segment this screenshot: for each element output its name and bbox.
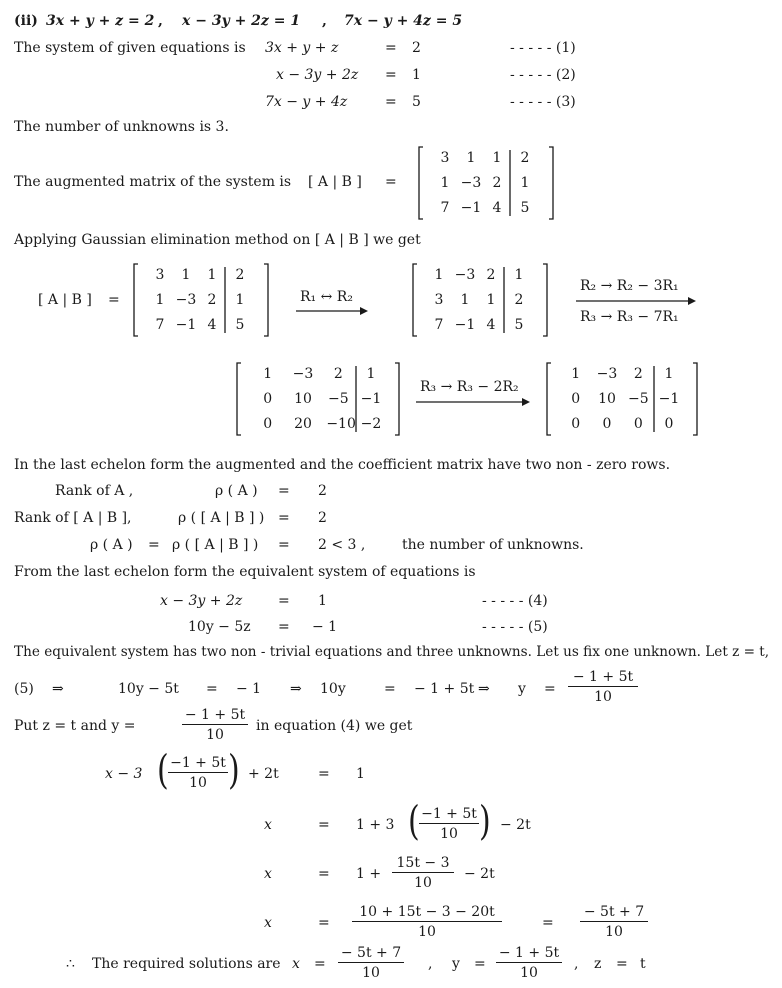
final-comma: , [574,956,579,972]
solve-l2-equals: = [318,817,330,833]
solve-l2-a: 1 + 3 [356,817,395,833]
gauss-text: Applying Gaussian elimination method on [ A | B ] we get [14,232,421,248]
op-swap-label: R₁ ↔ R₂ [300,289,353,305]
gauss-matrix-2 [412,263,548,337]
op-r3b-label: R₃ → R₃ − 2R₂ [420,379,519,395]
matrix-cell: 10 [294,391,312,407]
solve-l3-equals: = [318,866,330,882]
op-r3-label: R₃ → R₃ − 7R₁ [580,309,679,325]
matrix-cell: 0 [633,415,643,432]
matrix-cell: 1 [155,292,165,308]
problem-eq3: 7x − y + 4z = 5 [344,13,463,29]
problem-sep: , [158,13,163,29]
final-equals: = [616,956,628,972]
matrix-cell: 3 [440,150,450,167]
matrix-cell: −3 [175,292,197,308]
matrix-cell: −10 [326,415,356,432]
matrix-cell: 1 [434,267,444,284]
arrow-right-icon [416,397,530,407]
rank-ab-equals: = [278,510,290,526]
augmented-text: The augmented matrix of the system is [14,174,292,190]
matrix-cell: −3 [454,267,476,284]
eq4-rhs: 1 [318,593,327,609]
bracket-right [543,264,547,336]
matrix-cell: 0 [263,415,273,432]
matrix-cell: 1 [514,267,524,284]
matrix-cell: 10 [598,391,616,407]
matrix-cell: 2 [514,292,524,308]
rank-a-value: 2 [318,483,327,499]
final-z: z [594,956,602,972]
matrix-cell: 1 [440,175,450,191]
rank-compare-equals: = [278,537,290,553]
fraction-numerator: −1 + 5t [168,756,228,773]
equiv-text: From the last echelon form the equivalent system of equations is [14,564,476,580]
matrix-cell: −5 [328,391,349,407]
therefore-icon: ∴ [66,956,75,972]
op-r2-label: R₂ → R₂ − 3R₁ [580,278,679,294]
solve-l2-b: − 2t [500,817,531,833]
matrix-cell: 4 [486,316,496,333]
gauss-equals: = [108,292,120,308]
solve-l4-x: x [264,915,272,931]
fraction-denominator: 10 [206,727,224,743]
rank-compare-left: ρ ( A ) [90,537,133,553]
eq3-equals: = [385,94,397,110]
rank-a-equals: = [278,483,290,499]
matrix-cell: 2 [235,267,245,284]
echelon-text: In the last echelon form the augmented and the coefficient matrix have two non - zero rows. [14,457,671,473]
augmented-lhs: [ A | B ] [308,174,362,190]
step5-equals: = [544,681,556,697]
fraction-numerator: − 5t + 7 [580,905,648,922]
rank-compare-tail: the number of unknowns. [402,537,584,553]
solve-l1-a: x − 3 [105,766,143,782]
matrix-cell: 4 [207,316,217,333]
fraction-denominator: 10 [440,826,458,842]
matrix-cell: −3 [460,175,482,191]
matrix-cell: 5 [235,316,245,333]
solve-l3-a: 1 + [356,866,382,882]
matrix-cell: −1 [658,391,680,407]
matrix-cell: 0 [263,391,273,407]
matrix-cell: 1 [486,292,496,308]
matrix-cell: 1 [366,366,376,383]
bracket-right [395,363,399,435]
final-x-fraction [338,946,404,980]
fraction-numerator: −1 + 5t [419,807,479,824]
bracket-left [134,264,138,336]
eq3-rhs: 5 [412,94,421,110]
eq1-ref: - - - - - (1) [510,40,576,56]
eq5-ref: - - - - - (5) [482,619,548,635]
eq5-equals: = [278,619,290,635]
final-x: x [292,956,300,972]
step5-y: y [518,681,526,697]
rank-ab-value: 2 [318,510,327,526]
gauss-matrix-1 [133,263,269,337]
solve-l1-rhs: 1 [356,766,365,782]
matrix-cell: 0 [602,415,612,432]
matrix-cell: 20 [294,415,312,432]
final-comma: , [428,956,433,972]
paren-left: ( [408,797,420,846]
solve-l3-fraction [392,856,454,890]
step5-equals: = [384,681,396,697]
eq5-lhs: 10y − 5z [188,619,251,635]
eq2-lhs: x − 3y + 2z [276,67,359,83]
solve-l4-fraction [352,905,502,939]
matrix-cell: 1 [571,366,581,383]
arrow-right-icon [576,296,696,306]
matrix-cell: 2 [333,366,343,383]
matrix-cell: 0 [664,415,674,432]
solve-l4-equals: = [318,915,330,931]
final-equals: = [474,956,486,972]
rank-ab-label: Rank of [ A | B ], [14,510,132,526]
matrix-cell: 1 [460,292,470,308]
fraction-numerator: − 5t + 7 [338,946,404,963]
bracket-left [547,363,551,435]
problem-eq1: 3x + y + z = 2 [46,13,155,29]
gauss-lhs: [ A | B ] [38,292,92,308]
solve-l2-fraction [419,807,479,841]
bracket-left [413,264,417,336]
matrix-cell: 7 [440,199,450,216]
matrix-cell: 1 [207,267,217,284]
augmented-matrix [418,146,554,220]
matrix-cell: 1 [492,150,502,167]
gauss-matrix-3 [236,362,400,436]
matrix-cell: 2 [492,175,502,191]
problem-sep: , [322,13,327,29]
matrix-cell: 2 [633,366,643,383]
matrix-cell: 0 [571,415,581,432]
matrix-cell: 2 [520,150,530,167]
solve-l1-b: + 2t [248,766,279,782]
solve-l3-x: x [264,866,272,882]
rank-a-expr: ρ ( A ) [215,483,258,499]
fraction-denominator: 10 [362,965,380,981]
solve-l4-equals: = [542,915,554,931]
matrix-cell: 1 [263,366,273,383]
echelon-matrix [546,362,698,436]
solve-l3-b: − 2t [464,866,495,882]
paren-right: ) [479,797,491,846]
paren-right: ) [228,746,240,795]
eq2-rhs: 1 [412,67,421,83]
matrix-cell: 5 [520,199,530,216]
step5-a: 10y − 5t [118,681,179,697]
implies-icon: ⇒ [290,681,302,697]
eq1-rhs: 2 [412,40,421,56]
fraction-denominator: 10 [594,689,612,705]
solve-l2-x: x [264,817,272,833]
fraction-numerator: 15t − 3 [392,856,454,873]
eq1-lhs: 3x + y + z [265,40,339,56]
rank-compare-mid: ρ ( [ A | B ] ) [172,537,259,553]
final-y-fraction [496,946,562,980]
problem-label: (ii) [14,13,38,29]
step5-b: − 1 [236,681,262,697]
augmented-equals: = [385,174,397,190]
bracket-right [549,147,553,219]
matrix-cell: −1 [175,316,197,333]
step5-c: 10y [320,681,346,697]
eq4-ref: - - - - - (4) [482,593,548,609]
bracket-right [693,363,697,435]
matrix-cell: 2 [207,292,217,308]
matrix-cell: 5 [514,316,524,333]
step5-d: − 1 + 5t [414,681,475,697]
solve-l4-fraction-2 [580,905,648,939]
matrix-cell: −3 [292,366,314,383]
rank-compare-equals: = [148,537,160,553]
arrow-right-icon [296,306,368,316]
put-text: Put z = t and y = [14,718,136,734]
system-intro-text: The system of given equations is [14,40,246,56]
matrix-cell: 4 [492,199,502,216]
matrix-cell: 1 [520,175,530,191]
fraction-denominator: 10 [605,924,623,940]
bracket-left [419,147,423,219]
bracket-right [264,264,268,336]
matrix-cell: −1 [454,316,476,333]
solve-l1-equals: = [318,766,330,782]
fraction-denominator: 10 [520,965,538,981]
put-fraction [182,708,248,742]
paren-left: ( [157,746,169,795]
step5-ref: (5) [14,681,34,697]
eq3-ref: - - - - - (3) [510,94,576,110]
matrix-cell: 0 [571,391,581,407]
fraction-denominator: 10 [189,775,207,791]
matrix-cell: −1 [460,199,482,216]
fraction-numerator: 10 + 15t − 3 − 20t [352,905,502,922]
eq1-equals: = [385,40,397,56]
matrix-cell: −1 [360,391,382,407]
fraction-numerator: − 1 + 5t [496,946,562,963]
matrix-cell: 7 [434,316,444,333]
fraction-numerator: − 1 + 5t [568,670,638,687]
matrix-cell: 7 [155,316,165,333]
put-text-2: in equation (4) we get [256,718,413,734]
step5-fraction [568,670,638,704]
matrix-cell: 1 [466,150,476,167]
matrix-cell: 1 [235,292,245,308]
eq2-ref: - - - - - (2) [510,67,576,83]
fraction-denominator: 10 [414,875,432,891]
rank-ab-expr: ρ ( [ A | B ] ) [178,510,265,526]
matrix-cell: −3 [596,366,618,383]
eq4-equals: = [278,593,290,609]
matrix-cell: −5 [628,391,649,407]
bracket-left [237,363,241,435]
matrix-cell: 2 [486,267,496,284]
eq2-equals: = [385,67,397,83]
rank-compare-value: 2 < 3 , [318,537,366,553]
final-y: y [452,956,460,972]
eq4-lhs: x − 3y + 2z [160,593,243,609]
implies-icon: ⇒ [52,681,64,697]
rank-a-label: Rank of A , [55,483,134,499]
fraction-denominator: 10 [418,924,436,940]
unknowns-text: The number of unknowns is 3. [14,119,229,135]
matrix-cell: 3 [155,267,165,284]
matrix-cell: 3 [434,292,444,308]
matrix-cell: −2 [360,415,382,432]
matrix-cell: 1 [181,267,191,284]
eq3-lhs: 7x − y + 4z [265,94,348,110]
equiv-statement: The equivalent system has two non - trivial equations and three unknowns. Let us fix one unknown. Let z = t, [14,644,770,660]
fraction-numerator: − 1 + 5t [182,708,248,725]
final-z-value: t [640,956,646,972]
implies-icon: ⇒ [478,681,490,697]
final-text: The required solutions are [92,956,281,972]
matrix-cell: 1 [664,366,674,383]
problem-eq2: x − 3y + 2z = 1 [182,13,301,29]
step5-equals: = [206,681,218,697]
final-equals: = [314,956,326,972]
solve-l1-fraction [168,756,228,790]
eq5-rhs: − 1 [312,619,338,635]
